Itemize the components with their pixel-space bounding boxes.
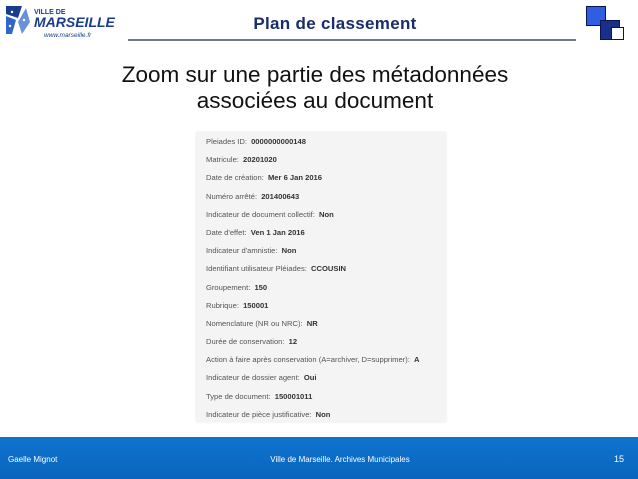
metadata-value: 0000000000148 [251, 137, 306, 146]
metadata-row [196, 241, 446, 259]
metadata-label: Numéro arrêté: [206, 191, 258, 201]
metadata-row [196, 259, 446, 277]
footer-organization: Ville de Marseille. Archives Municipales [270, 455, 410, 464]
metadata-value: NR [306, 318, 318, 328]
metadata-label: Date d'effet: [206, 227, 247, 237]
metadata-label: Nomenclature (NR ou NRC): [206, 318, 303, 328]
ville-de-marseille-logo [4, 4, 122, 40]
metadata-value: 12 [288, 337, 298, 347]
metadata-label: Type de document: [206, 391, 271, 401]
svg-text:VILLE DE: VILLE DE [34, 9, 66, 16]
svg-text:MARSEILLE: MARSEILLE [34, 14, 115, 30]
footer-author: Gaelle Mignot [8, 455, 58, 464]
metadata-label: Identifiant utilisateur Pléiades: [206, 264, 307, 274]
page-number: 15 [613, 454, 624, 464]
metadata-row [196, 205, 446, 223]
metadata-value: 150 [254, 282, 268, 292]
metadata-value: Oui [303, 373, 317, 383]
metadata-row [196, 350, 446, 368]
metadata-label: Durée de conservation: [206, 337, 285, 347]
slide-footer [0, 437, 638, 479]
metadata-value: 150001011 [274, 391, 313, 401]
slide-heading-line-1: Zoom sur une partie des métadonnées [121, 62, 509, 87]
metadata-row [196, 150, 446, 168]
metadata-row [196, 387, 446, 405]
header-divider [128, 39, 576, 41]
metadata-value: Mer 6 Jan 2016 [267, 173, 323, 183]
metadata-row [196, 296, 446, 314]
metadata-label: Pleiades ID: [206, 137, 247, 146]
metadata-label: Date de création: [206, 173, 264, 183]
metadata-label: Indicateur de document collectif: [206, 209, 315, 219]
slide-section-title: Plan de classement [253, 14, 417, 33]
metadata-screenshot-panel [196, 132, 446, 422]
metadata-value: Non [281, 246, 297, 256]
metadata-value: 201400643 [261, 191, 300, 201]
metadata-value: Ven 1 Jan 2016 [250, 227, 305, 237]
metadata-value: A [413, 355, 420, 365]
slide-heading-line-2: associées au document [196, 88, 434, 113]
metadata-label: Rubrique: [206, 300, 239, 310]
slide-heading [60, 62, 570, 114]
metadata-row [196, 223, 446, 241]
metadata-value: CCOUSIN [311, 264, 347, 274]
metadata-value: 20201020 [243, 155, 277, 165]
metadata-label: Indicateur d'amnistie: [206, 246, 278, 256]
decorative-squares-icon [586, 6, 634, 48]
slide-header [0, 0, 638, 44]
metadata-label: Indicateur de dossier agent: [206, 373, 300, 383]
metadata-row [196, 168, 446, 186]
metadata-label: Indicateur de pièce justificative: [206, 409, 312, 419]
metadata-row [196, 405, 446, 423]
metadata-row [196, 132, 446, 150]
metadata-row [196, 332, 446, 350]
metadata-row [196, 368, 446, 386]
metadata-label: Action à faire après conservation (A=archiver, D=supprimer): [206, 355, 410, 365]
metadata-value: Non [315, 409, 331, 419]
metadata-label: Groupement: [206, 282, 251, 292]
metadata-label: Matricule: [206, 155, 239, 165]
svg-text:www.marseille.fr: www.marseille.fr [44, 32, 92, 39]
metadata-value: 150001 [243, 300, 269, 310]
metadata-row [196, 314, 446, 332]
metadata-row [196, 278, 446, 296]
metadata-value: Non [319, 209, 334, 219]
metadata-row [196, 187, 446, 205]
